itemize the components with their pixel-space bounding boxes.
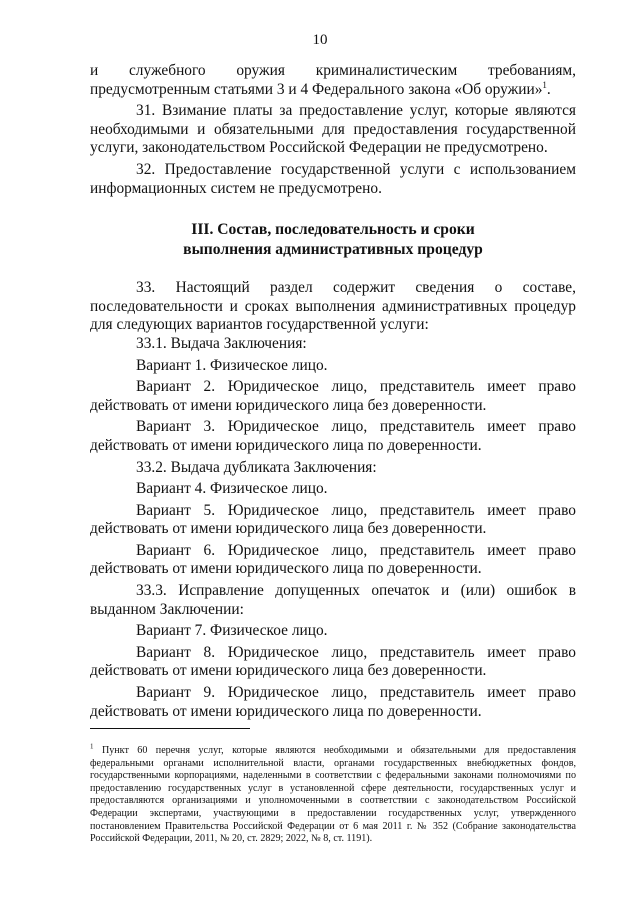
variant-2: Вариант 2. Юридическое лицо, представитель имеет право действовать от имени юридического лица без доверенности. — [90, 378, 576, 414]
variant-1: Вариант 1. Физическое лицо. — [136, 356, 328, 374]
paragraph-continuation-end: . — [546, 80, 551, 98]
paragraph-continuation-line2 — [90, 81, 576, 100]
footnote — [90, 742, 576, 846]
section-heading-line2: выполнения административных процедур — [183, 240, 483, 258]
variant-4: Вариант 4. Физическое лицо. — [136, 480, 328, 498]
variant-9: Вариант 9. Юридическое лицо, представитель имеет право действовать от имени юридического лица по доверенности. — [90, 684, 576, 720]
paragraph-33-1: 33.1. Выдача Заключения: — [136, 334, 307, 352]
paragraph-continuation-line1: и служебного оружия криминалистическим требованиям, — [90, 62, 576, 79]
variant-3: Вариант 3. Юридическое лицо, представитель имеет право действовать от имени юридического лица по доверенности. — [90, 418, 576, 454]
variant-5: Вариант 5. Юридическое лицо, представитель имеет право действовать от имени юридического лица без доверенности. — [90, 501, 576, 538]
variant-8: Вариант 8. Юридическое лицо, представитель имеет право действовать от имени юридического лица без доверенности. — [90, 643, 576, 680]
variant-7: Вариант 7. Физическое лицо. — [136, 622, 328, 640]
paragraph-continuation-text: предусмотренным статьями 3 и 4 Федерального закона «Об оружии» — [90, 80, 543, 98]
paragraph-33-2: 33.2. Выдача дубликата Заключения: — [136, 458, 377, 476]
paragraph-33-3: 33.3. Исправление допущенных опечаток и (или) ошибок в выданном Заключении: — [90, 582, 576, 618]
page-number: 10 — [312, 32, 328, 48]
section-heading — [90, 220, 576, 259]
variant-6: Вариант 6. Юридическое лицо, представитель имеет право действовать от имени юридического лица по доверенности. — [90, 541, 576, 578]
footnote-reference: 1 — [542, 79, 547, 90]
document-body — [90, 62, 576, 721]
footnote-text: Пункт 60 перечня услуг, которые являются необходимыми и обязательными для предоставления федеральными органами исполнительной власти, органами государственных внебюджетных фондов, государственными корпорациями, наделенными в соответствии с федеральными законами полномочиями по предоставлению государственных услуг в установленной сфере деятельности, государственных услуг и предоставляются организациями и уполномоченными в соответствии с законодательством Российской Федерации экспертами, участвующими в предоставлении государственных услуг, утвержденного постановлением Правительства Российской Федерации от 6 мая 2011 г. № 352 (Собрание законодательства Российской Федерации, 2011, № 20, ст. 2829; 2022, № 8, ст. 1191). — [90, 745, 576, 845]
paragraph-31: 31. Взимание платы за предоставление услуг, которые являются необходимыми и обязательными для предоставления государственной услуги, законодательством Российской Федерации не предусмотрено. — [90, 102, 576, 157]
paragraph-32: 32. Предоставление государственной услуги с использованием информационных систем не предусмотрено. — [90, 160, 576, 197]
paragraph-33: 33. Настоящий раздел содержит сведения о составе, последовательности и сроках выполнения административных процедур для следующих вариантов государственной услуги: — [90, 279, 576, 334]
section-heading-line1: III. Состав, последовательность и сроки — [191, 221, 475, 239]
footnote-divider — [90, 728, 250, 729]
footnote-marker: 1 — [90, 742, 94, 751]
